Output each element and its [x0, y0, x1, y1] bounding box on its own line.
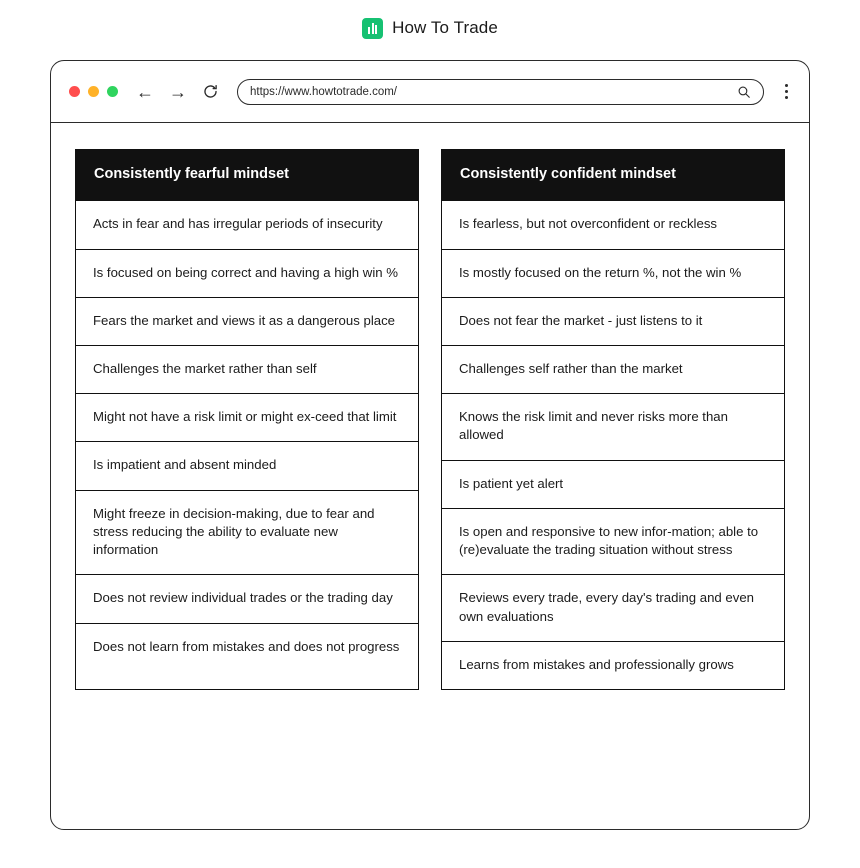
table-row: Fears the market and views it as a dangerous place — [76, 297, 418, 345]
table-row: Acts in fear and has irregular periods of insecurity — [76, 200, 418, 248]
page-content — [51, 123, 809, 690]
browser-window — [50, 60, 810, 830]
search-icon[interactable] — [737, 85, 751, 99]
page-heading — [0, 0, 860, 56]
table-row: Learns from mistakes and professionally grows — [442, 641, 784, 689]
browser-toolbar — [51, 61, 809, 123]
close-dot[interactable] — [69, 86, 80, 97]
reload-icon[interactable] — [202, 83, 219, 100]
table-fearful-mindset — [75, 149, 419, 690]
arrow-right-icon[interactable]: → — [169, 81, 187, 102]
table-row: Reviews every trade, every day's trading and even own evaluations — [442, 574, 784, 640]
maximize-dot[interactable] — [107, 86, 118, 97]
table-row: Challenges the market rather than self — [76, 345, 418, 393]
table-row: Is fearless, but not overconfident or reckless — [442, 200, 784, 248]
window-controls[interactable] — [69, 86, 118, 97]
table-row: Challenges self rather than the market — [442, 345, 784, 393]
bar-chart-icon — [362, 18, 383, 39]
table-confident-mindset — [441, 149, 785, 690]
table-row: Is focused on being correct and having a high win % — [76, 249, 418, 297]
navigation-controls — [136, 83, 219, 101]
minimize-dot[interactable] — [88, 86, 99, 97]
table-row: Is mostly focused on the return %, not the win % — [442, 249, 784, 297]
table-row: Does not learn from mistakes and does not progress — [76, 623, 418, 671]
kebab-menu-icon[interactable] — [782, 82, 791, 101]
address-bar-value[interactable]: https://www.howtotrade.com/ — [250, 85, 398, 98]
table-row: Does not review individual trades or the trading day — [76, 574, 418, 622]
mindset-comparison — [75, 149, 785, 690]
table-row: Might not have a risk limit or might ex-ceed that limit — [76, 393, 418, 441]
table-row: Is impatient and absent minded — [76, 441, 418, 489]
table-row: Is patient yet alert — [442, 460, 784, 508]
page-title: How To Trade — [392, 18, 498, 37]
table-row: Knows the risk limit and never risks more than allowed — [442, 393, 784, 459]
address-bar[interactable] — [237, 79, 764, 105]
table-header: Consistently fearful mindset — [76, 149, 418, 200]
table-row: Is open and responsive to new infor-mation; able to (re)evaluate the trading situation without stress — [442, 508, 784, 574]
table-row: Does not fear the market - just listens to it — [442, 297, 784, 345]
table-header: Consistently confident mindset — [442, 149, 784, 200]
arrow-left-icon[interactable]: ← — [136, 81, 154, 102]
table-row: Might freeze in decision-making, due to fear and stress reducing the ability to evaluate new information — [76, 490, 418, 575]
